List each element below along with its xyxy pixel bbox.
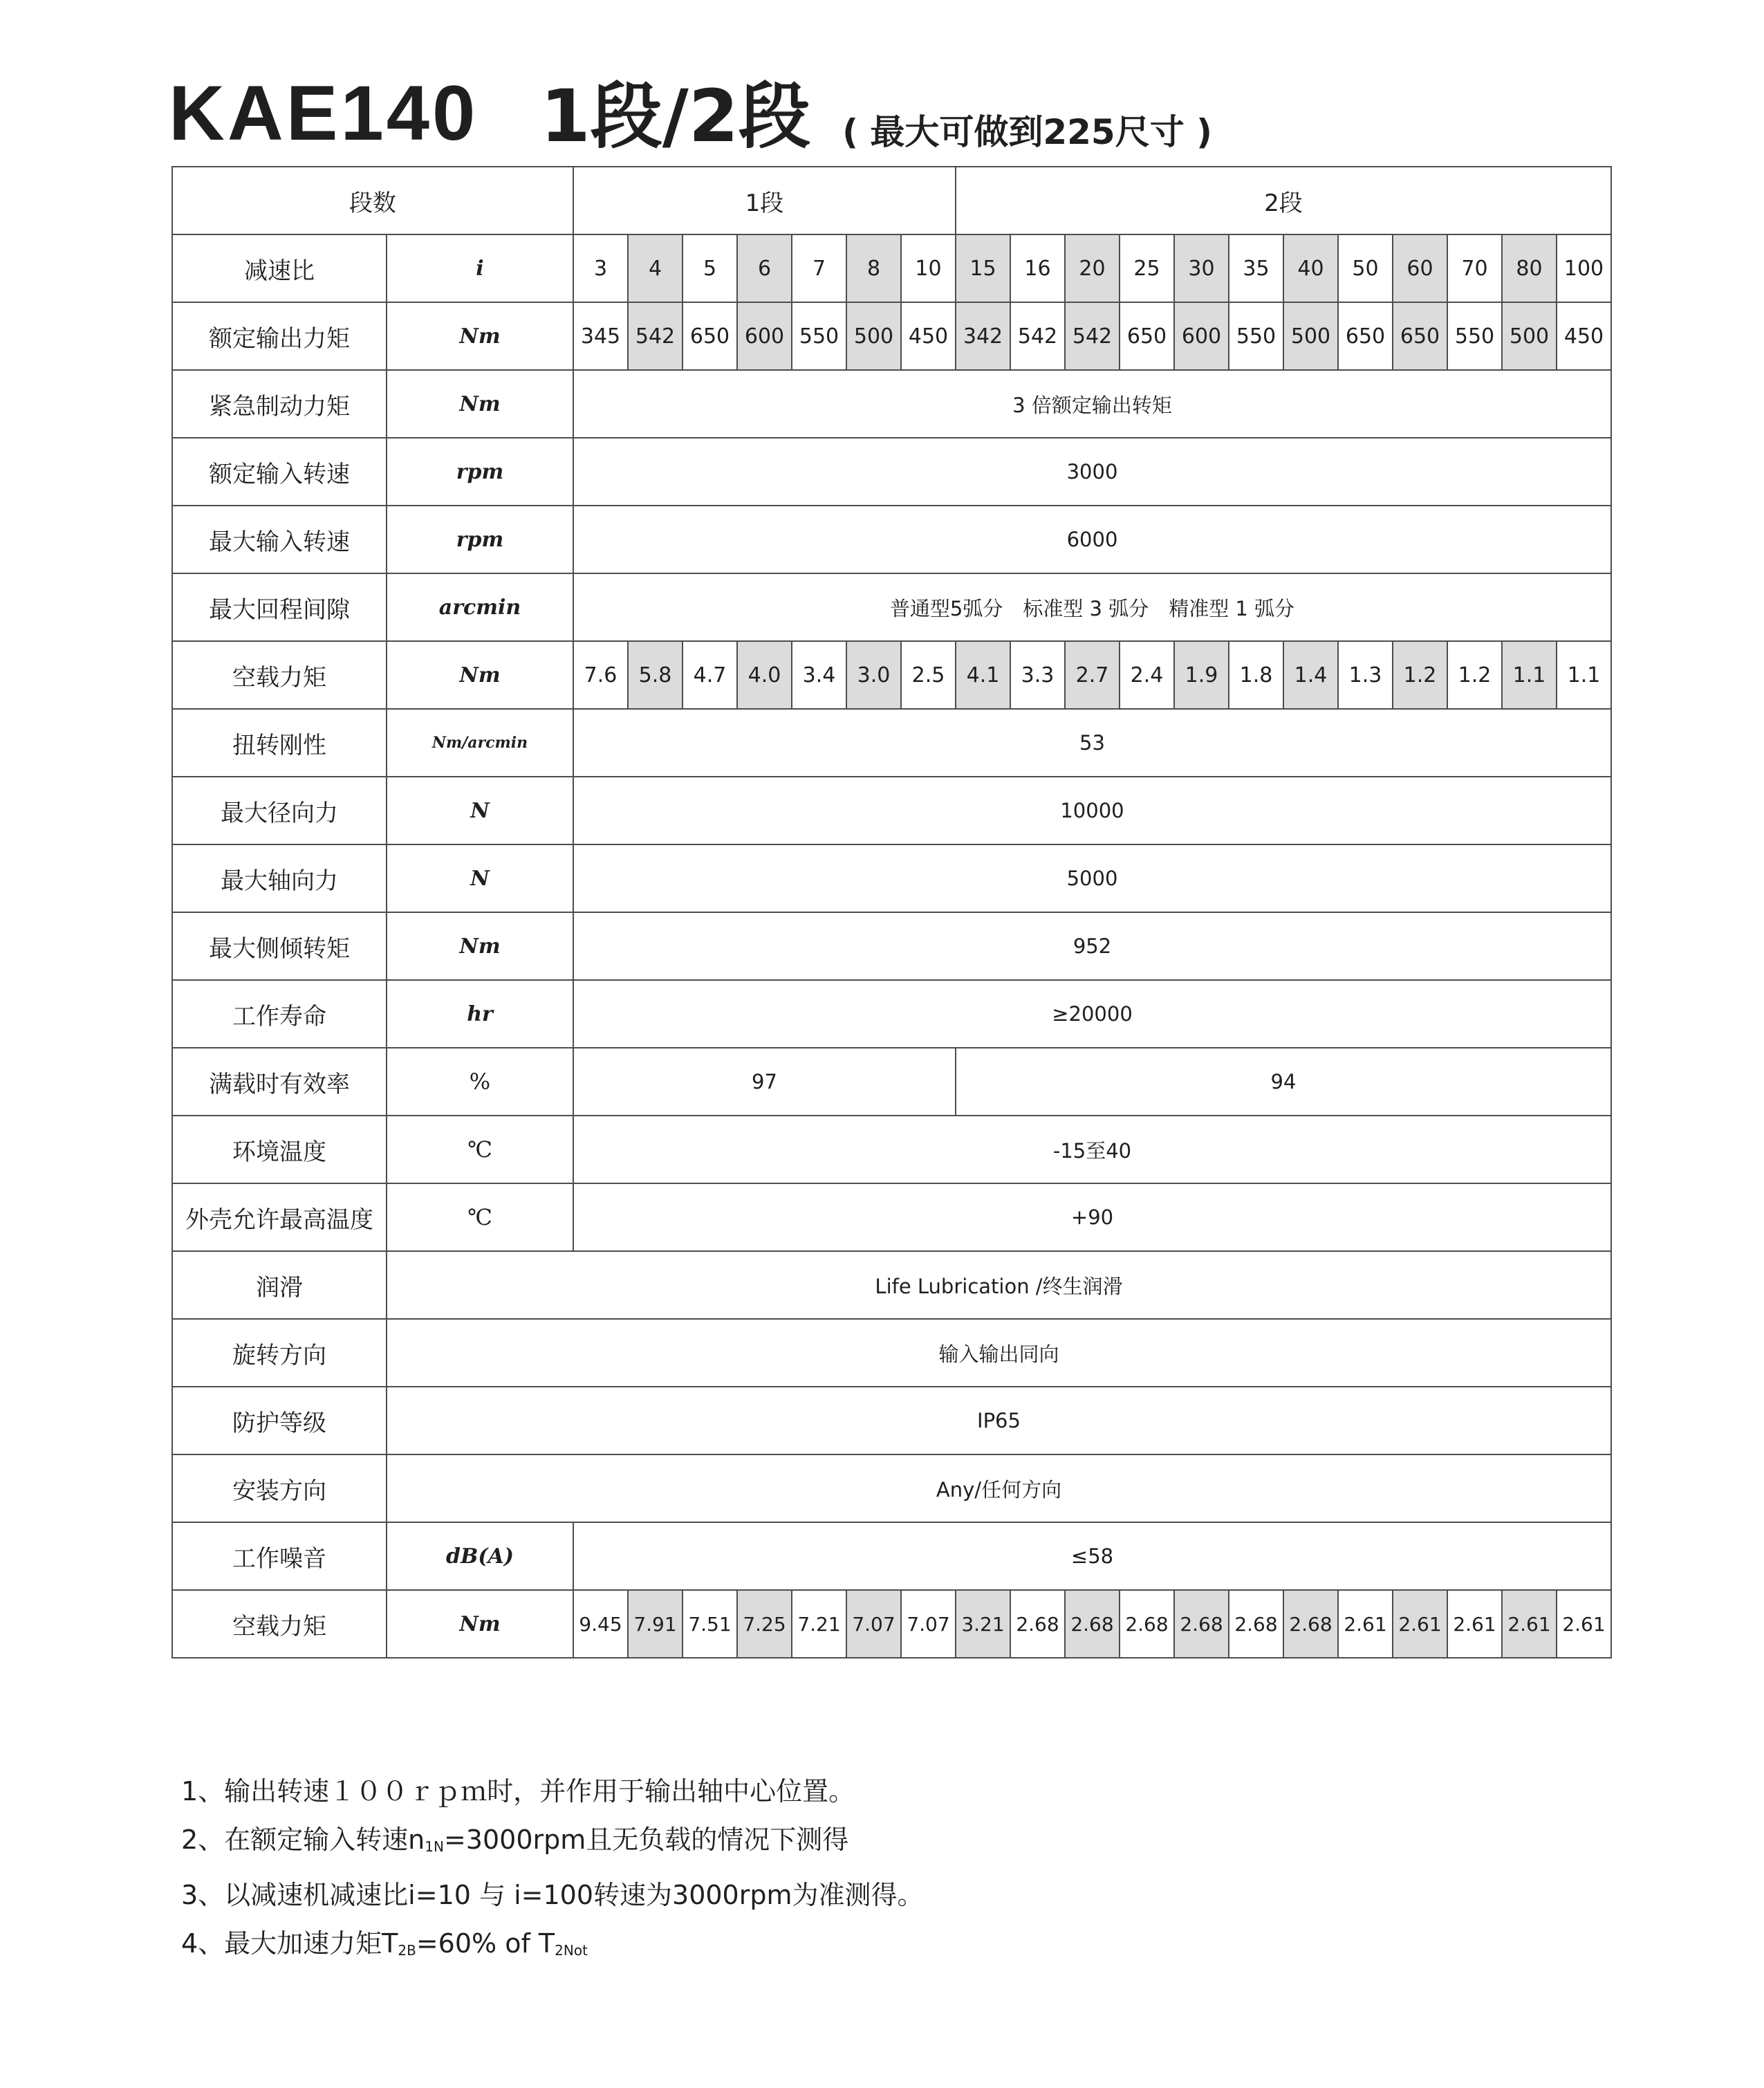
unit-label: rpm — [387, 506, 573, 573]
unit-label: rpm — [387, 438, 573, 506]
value-cell: 94 — [956, 1048, 1611, 1116]
param-label: 工作寿命 — [172, 980, 387, 1048]
value-cell: 650 — [1120, 302, 1174, 370]
value-cell: -15至40 — [573, 1116, 1611, 1183]
unit-label: dB(A) — [387, 1522, 573, 1590]
value-cell: 7.07 — [846, 1590, 901, 1658]
torsional-rigidity-row — [172, 709, 1611, 777]
value-cell: Life Lubrication /终生润滑 — [387, 1251, 1611, 1319]
ratio-cell: 25 — [1120, 234, 1174, 302]
ratio-cell: 60 — [1393, 234, 1447, 302]
param-label: 最大输入转速 — [172, 506, 387, 573]
page-title — [169, 48, 1212, 158]
radial-force-row — [172, 777, 1611, 844]
value-cell: 7.91 — [628, 1590, 683, 1658]
subscript: 1N — [425, 1838, 444, 1855]
stage-title: 1段/2段 — [540, 74, 811, 158]
value-cell: 97 — [573, 1048, 956, 1116]
value-cell: 2.68 — [1229, 1590, 1283, 1658]
value-cell: ≥20000 — [573, 980, 1611, 1048]
value-cell: 600 — [1174, 302, 1229, 370]
ratio-cell: 5 — [683, 234, 737, 302]
value-cell: 550 — [1229, 302, 1283, 370]
value-cell: ≤58 — [573, 1522, 1611, 1590]
value-cell: 3000 — [573, 438, 1611, 506]
value-cell: 2.68 — [1174, 1590, 1229, 1658]
ratio-cell: 20 — [1065, 234, 1120, 302]
ratio-cell: 70 — [1447, 234, 1502, 302]
param-label: 最大侧倾转矩 — [172, 912, 387, 980]
value-cell: 542 — [1065, 302, 1120, 370]
value-cell: 7.07 — [901, 1590, 956, 1658]
ratio-cell: 35 — [1229, 234, 1283, 302]
value-cell: 2.61 — [1393, 1590, 1447, 1658]
value-cell: +90 — [573, 1183, 1611, 1251]
value-cell: 1.3 — [1338, 641, 1393, 709]
value-cell: 650 — [1338, 302, 1393, 370]
rated-input-speed-row — [172, 438, 1611, 506]
life-row — [172, 980, 1611, 1048]
value-cell: IP65 — [387, 1387, 1611, 1454]
unit-label: N — [387, 844, 573, 912]
axial-force-row — [172, 844, 1611, 912]
footnote-text: 4、最大加速力矩T — [181, 1928, 398, 1959]
subscript: 2B — [398, 1942, 416, 1959]
rotation-row — [172, 1319, 1611, 1387]
param-label: 防护等级 — [172, 1387, 387, 1454]
unit-label: Nm — [387, 370, 573, 438]
efficiency-row — [172, 1048, 1611, 1116]
value-cell: 2.61 — [1502, 1590, 1557, 1658]
param-label: 额定输出力矩 — [172, 302, 387, 370]
value-cell: 1.2 — [1393, 641, 1447, 709]
value-cell: 普通型5弧分 标准型 3 弧分 精准型 1 弧分 — [573, 573, 1611, 641]
param-label: 最大轴向力 — [172, 844, 387, 912]
lubrication-row — [172, 1251, 1611, 1319]
value-cell: 500 — [1502, 302, 1557, 370]
protection-row — [172, 1387, 1611, 1454]
value-cell: 550 — [792, 302, 846, 370]
ratio-cell: 30 — [1174, 234, 1229, 302]
unit-label: Nm — [387, 641, 573, 709]
param-label: 最大径向力 — [172, 777, 387, 844]
value-cell: 9.45 — [573, 1590, 628, 1658]
value-cell: 450 — [901, 302, 956, 370]
param-label: 紧急制动力矩 — [172, 370, 387, 438]
ratio-cell: 8 — [846, 234, 901, 302]
backlash-row — [172, 573, 1611, 641]
value-cell: 1.4 — [1283, 641, 1338, 709]
value-cell: 2.5 — [901, 641, 956, 709]
unit-label: ℃ — [387, 1116, 573, 1183]
value-cell: 1.1 — [1502, 641, 1557, 709]
value-cell: 2.68 — [1010, 1590, 1065, 1658]
ratio-cell: 15 — [956, 234, 1010, 302]
param-label: 空载力矩 — [172, 1590, 387, 1658]
value-cell: 2.4 — [1120, 641, 1174, 709]
value-cell: 3.3 — [1010, 641, 1065, 709]
unit-label: Nm/arcmin — [387, 709, 573, 777]
housing-temp-row — [172, 1183, 1611, 1251]
value-cell: 3.21 — [956, 1590, 1010, 1658]
footnote-3 — [181, 1871, 923, 1919]
param-label: 润滑 — [172, 1251, 387, 1319]
unit-label: Nm — [387, 912, 573, 980]
value-cell: 952 — [573, 912, 1611, 980]
value-cell: 500 — [1283, 302, 1338, 370]
param-label: 减速比 — [172, 234, 387, 302]
value-cell: 650 — [1393, 302, 1447, 370]
header-stage2: 2段 — [956, 167, 1611, 234]
ratio-cell: 50 — [1338, 234, 1393, 302]
unit-label: i — [387, 234, 573, 302]
footnote-text: =60% of T — [416, 1928, 555, 1959]
value-cell: 2.61 — [1447, 1590, 1502, 1658]
value-cell: 342 — [956, 302, 1010, 370]
ratio-cell: 40 — [1283, 234, 1338, 302]
value-cell: 2.68 — [1120, 1590, 1174, 1658]
footnote-text: 2、在额定输入转速n — [181, 1824, 425, 1855]
subscript: 2Not — [555, 1942, 588, 1959]
mounting-row — [172, 1454, 1611, 1522]
header-row — [172, 167, 1611, 234]
noise-row — [172, 1522, 1611, 1590]
param-label: 空载力矩 — [172, 641, 387, 709]
param-label: 满载时有效率 — [172, 1048, 387, 1116]
emergency-torque-row — [172, 370, 1611, 438]
ratio-cell: 7 — [792, 234, 846, 302]
param-label: 扭转刚性 — [172, 709, 387, 777]
param-label: 外壳允许最高温度 — [172, 1183, 387, 1251]
unit-label: arcmin — [387, 573, 573, 641]
footnote-1 — [181, 1767, 923, 1816]
unit-label: % — [387, 1048, 573, 1116]
no-load-torque-row — [172, 641, 1611, 709]
param-label: 额定输入转速 — [172, 438, 387, 506]
value-cell: 2.61 — [1557, 1590, 1611, 1658]
value-cell: 550 — [1447, 302, 1502, 370]
value-cell: 1.2 — [1447, 641, 1502, 709]
value-cell: 7.6 — [573, 641, 628, 709]
unit-label: Nm — [387, 302, 573, 370]
value-cell: 542 — [1010, 302, 1065, 370]
header-param: 段数 — [172, 167, 573, 234]
param-label: 最大回程间隙 — [172, 573, 387, 641]
ratio-cell: 4 — [628, 234, 683, 302]
value-cell: 6000 — [573, 506, 1611, 573]
ratio-cell: 80 — [1502, 234, 1557, 302]
unit-label: Nm — [387, 1590, 573, 1658]
ambient-temp-row — [172, 1116, 1611, 1183]
param-label: 安装方向 — [172, 1454, 387, 1522]
value-cell: 5000 — [573, 844, 1611, 912]
unit-label: N — [387, 777, 573, 844]
value-cell: 2.68 — [1283, 1590, 1338, 1658]
value-cell: 3.0 — [846, 641, 901, 709]
value-cell: 2.61 — [1338, 1590, 1393, 1658]
value-cell: 2.7 — [1065, 641, 1120, 709]
footnote-text: 3、以减速机减速比i=10 与 i=100转速为3000rpm为准测得。 — [181, 1880, 924, 1910]
footnote-text: 1、输出转速１００ｒｐｍ时，并作用于输出轴中心位置。 — [181, 1776, 855, 1807]
footnotes — [181, 1767, 923, 1975]
value-cell: 10000 — [573, 777, 1611, 844]
value-cell: 1.8 — [1229, 641, 1283, 709]
ratio-cell: 100 — [1557, 234, 1611, 302]
value-cell: 7.51 — [683, 1590, 737, 1658]
value-cell: 1.9 — [1174, 641, 1229, 709]
size-note: ( 最大可做到225尺寸 ) — [842, 112, 1212, 152]
value-cell: 542 — [628, 302, 683, 370]
ratio-cell: 3 — [573, 234, 628, 302]
model-name: KAE140 — [169, 70, 479, 156]
value-cell: 500 — [846, 302, 901, 370]
unit-label: ℃ — [387, 1183, 573, 1251]
value-cell: 7.21 — [792, 1590, 846, 1658]
max-input-speed-row — [172, 506, 1611, 573]
value-cell: 650 — [683, 302, 737, 370]
value-cell: 输入输出同向 — [387, 1319, 1611, 1387]
value-cell: 4.0 — [737, 641, 792, 709]
value-cell: 3.4 — [792, 641, 846, 709]
ratio-cell: 16 — [1010, 234, 1065, 302]
value-cell: 1.1 — [1557, 641, 1611, 709]
value-cell: 3 倍额定输出转矩 — [573, 370, 1611, 438]
header-stage1: 1段 — [573, 167, 956, 234]
ratio-cell: 6 — [737, 234, 792, 302]
value-cell: 7.25 — [737, 1590, 792, 1658]
value-cell: 345 — [573, 302, 628, 370]
param-label: 旋转方向 — [172, 1319, 387, 1387]
rated-torque-row — [172, 302, 1611, 370]
value-cell: Any/任何方向 — [387, 1454, 1611, 1522]
ratio-row — [172, 234, 1611, 302]
value-cell: 53 — [573, 709, 1611, 777]
value-cell: 4.1 — [956, 641, 1010, 709]
ratio-cell: 10 — [901, 234, 956, 302]
value-cell: 600 — [737, 302, 792, 370]
spec-table — [171, 166, 1612, 1659]
footnote-text: =3000rpm且无负载的情况下测得 — [443, 1824, 849, 1855]
no-load-torque-2-row — [172, 1590, 1611, 1658]
footnote-2 — [181, 1816, 923, 1871]
tilting-torque-row — [172, 912, 1611, 980]
footnote-4 — [181, 1919, 923, 1975]
value-cell: 2.68 — [1065, 1590, 1120, 1658]
param-label: 工作噪音 — [172, 1522, 387, 1590]
value-cell: 4.7 — [683, 641, 737, 709]
unit-label: hr — [387, 980, 573, 1048]
value-cell: 5.8 — [628, 641, 683, 709]
param-label: 环境温度 — [172, 1116, 387, 1183]
value-cell: 450 — [1557, 302, 1611, 370]
